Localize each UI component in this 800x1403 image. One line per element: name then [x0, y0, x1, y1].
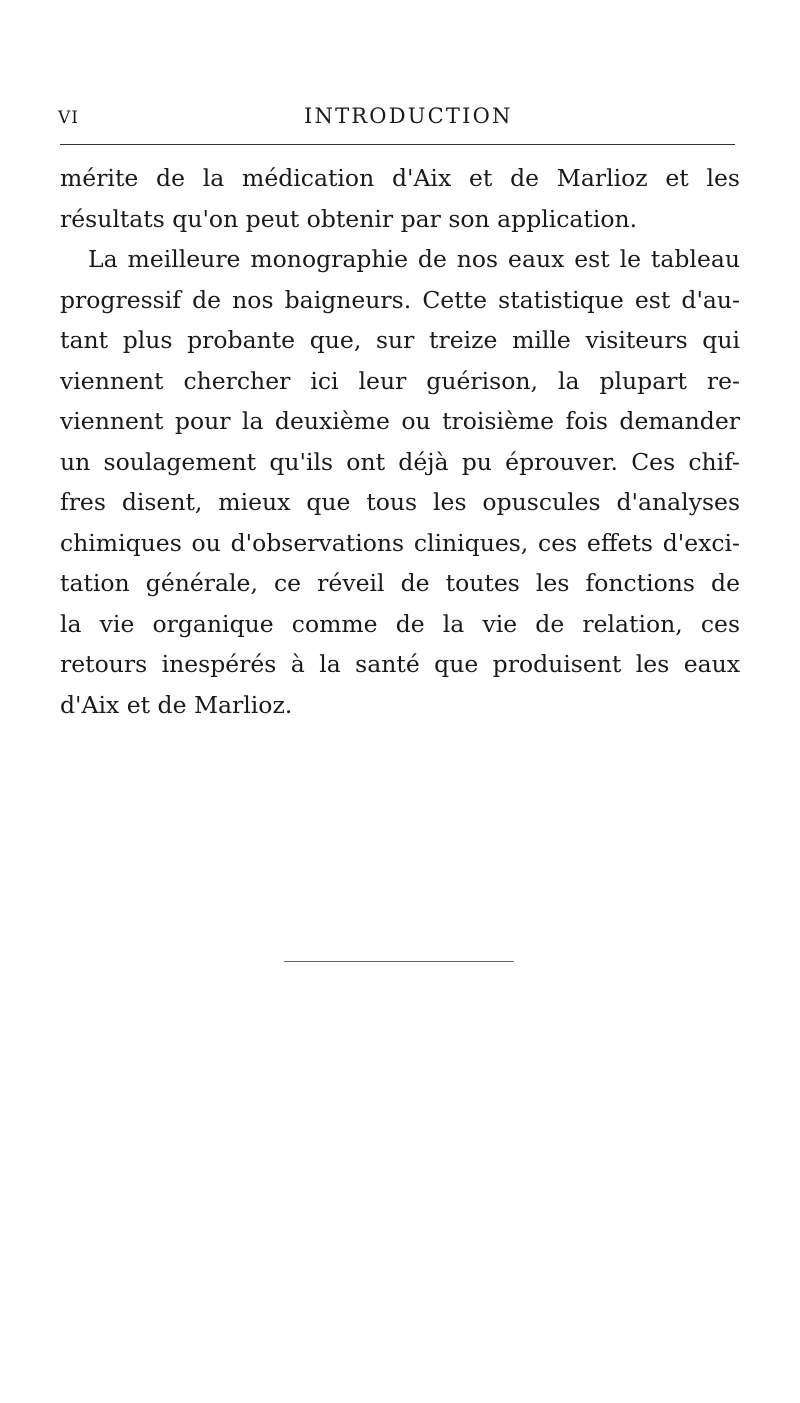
text-line: mérite de la médication d'Aix et de Marlioz et les: [60, 164, 740, 192]
page-header: [0, 104, 800, 144]
text-line: viennent pour la deuxième ou troisième fois demander: [60, 407, 740, 435]
closing-rule: [284, 961, 514, 962]
text-line: résultats qu'on peut obtenir par son application.: [60, 204, 638, 233]
text-line: la vie organique comme de la vie de relation, ces: [60, 609, 740, 638]
running-title: INTRODUCTION: [304, 104, 513, 128]
text-line: d'Aix et de Marlioz.: [60, 690, 293, 719]
text-line: La meilleure monographie de nos eaux est le tableau: [88, 245, 740, 273]
text-line: retours inespérés à la santé que produisent les eaux: [60, 650, 740, 678]
text-line: un soulagement qu'ils ont déjà pu éprouver. Ces chif-: [60, 447, 740, 476]
text-line: fres disent, mieux que tous les opuscules d'analyses: [60, 488, 740, 516]
body-text: [60, 158, 740, 725]
text-line: tant plus probante que, sur treize mille visiteurs qui: [60, 326, 740, 354]
page-number: VI: [58, 108, 79, 128]
header-rule: [60, 144, 735, 145]
text-line: progressif de nos baigneurs. Cette statistique est d'au-: [60, 285, 740, 314]
text-line: tation générale, ce réveil de toutes les fonctions de: [60, 569, 740, 597]
text-line: chimiques ou d'observations cliniques, ces effets d'exci-: [60, 528, 740, 557]
text-line: viennent chercher ici leur guérison, la plupart re-: [60, 366, 740, 395]
